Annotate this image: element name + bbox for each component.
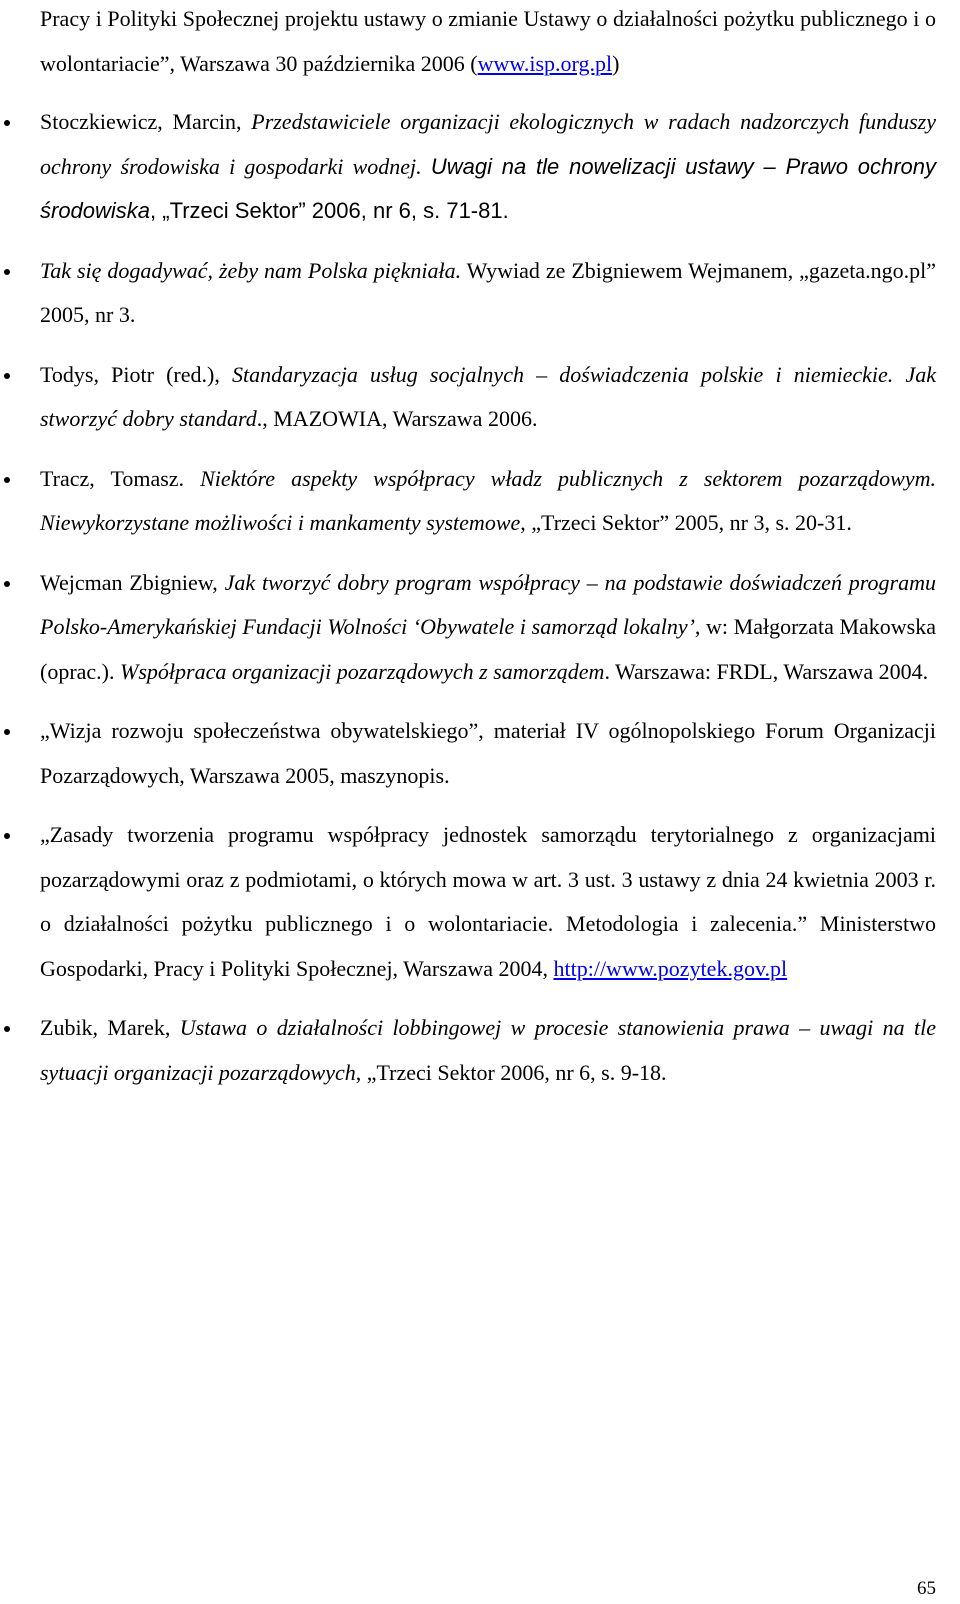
bullet-icon: [4, 1026, 10, 1032]
reference-title: Standaryzacja usług socjalnych – doświadczenia polskie i niemieckie. Jak stworzyć dobry standard: [40, 361, 937, 431]
reference-title: Ustawa o działalności lobbingowej w procesie stanowienia prawa – uwagi na tle sytuacji organizacji pozarządowych: [40, 1015, 936, 1085]
reference-link[interactable]: http://www.pozytek.gov.pl: [553, 955, 788, 981]
reference-title: Przedstawiciele organizacji ekologicznych w radach nadzorczych funduszy ochrony środowiska i gospodarki wodnej.: [40, 109, 937, 179]
reference-text: ., MAZOWIA, Warszawa 2006.: [256, 406, 538, 431]
reference-text: Wywiad ze Zbigniewem Wejmanem, „gazeta.ngo.pl” 2005, nr 3.: [40, 257, 936, 327]
bibliography-entry: [40, 353, 936, 442]
bullet-icon: [4, 373, 10, 379]
bibliography-entry: [40, 709, 936, 798]
reference-text: „Wizja rozwoju społeczeństwa obywatelskiego”, materiał IV ogólnopolskiego Forum Organizacji Pozarządowych, Warszawa 2005, maszynopis.: [40, 718, 936, 788]
bibliography-entry: [40, 0, 936, 86]
bibliography-entry: [40, 457, 936, 546]
reference-text: Todys, Piotr (red.),: [40, 361, 232, 387]
bullet-icon: [4, 581, 10, 587]
bullet-icon: [4, 477, 10, 483]
reference-text: , w: Małgorzata Makowska (oprac.).: [40, 614, 936, 684]
reference-link[interactable]: www.isp.org.pl: [477, 50, 613, 76]
reference-text: , „Trzeci Sektor 2006, nr 6, s. 9-18.: [355, 1059, 667, 1085]
bibliography-page: [40, 0, 936, 1110]
reference-title: Uwagi na tle nowelizacji ustawy – Prawo ochrony środowiska: [40, 153, 937, 223]
bibliography-entry: [40, 100, 936, 234]
reference-title: Niektóre aspekty współpracy władz publicznych z sektorem pozarządowym. Niewykorzystane możliwości i mankamenty systemowe: [40, 465, 936, 535]
bibliography-entry: [40, 561, 936, 695]
reference-text: Wejcman Zbigniew,: [40, 569, 225, 595]
reference-text: Tracz, Tomasz.: [40, 465, 201, 491]
reference-text: Pracy i Polityki Społecznej projektu ustawy o zmianie Ustawy o działalności pożytku publicznego i o wolontariacie”, Warszawa 30 października 2006 (: [40, 6, 936, 76]
reference-text: [422, 154, 431, 179]
bullet-icon: [4, 833, 10, 839]
reference-text: Stoczkiewicz, Marcin,: [40, 109, 252, 134]
reference-text: , „Trzeci Sektor” 2006, nr 6, s. 71-81.: [150, 198, 509, 223]
bullet-icon: [4, 120, 10, 126]
reference-text: „Zasady tworzenia programu współpracy jednostek samorządu terytorialnego z organizacjami pozarządowymi oraz z podmiotami, o których mowa w art. 3 ust. 3 ustawy z dnia 24 kwietnia 2003 r. o działalności pożytku publicznego i o wolontariacie. Metodologia i zalecenia.” Ministerstwo Gospodarki, Pracy i Polityki Społecznej, Warszawa 2004,: [40, 822, 936, 981]
bibliography-entry: [40, 1006, 936, 1095]
bibliography-entry: [40, 249, 936, 338]
bibliography-entry: [40, 813, 936, 991]
reference-title: Jak tworzyć dobry program współpracy – na podstawie doświadczeń programu Polsko-Amerykańskiej Fundacji Wolności ‘Obywatele i samorząd lokalny’: [40, 569, 936, 639]
bullet-icon: [4, 729, 10, 735]
page-number: 65: [917, 1578, 936, 1599]
reference-text: Zubik, Marek,: [40, 1015, 180, 1040]
bullet-icon: [4, 269, 10, 275]
reference-text: , „Trzeci Sektor” 2005, nr 3, s. 20-31.: [520, 510, 852, 535]
reference-title: ła.: [438, 257, 462, 283]
reference-text: ): [612, 50, 620, 76]
reference-text: . Warszawa: FRDL, Warszawa 2004.: [604, 658, 929, 684]
reference-title: Współpraca organizacji pozarządowych z samorządem: [120, 658, 605, 684]
reference-title: Tak się dogadywać, żeby nam Polska pięknia: [40, 257, 439, 283]
bibliography-list: [40, 0, 936, 1095]
